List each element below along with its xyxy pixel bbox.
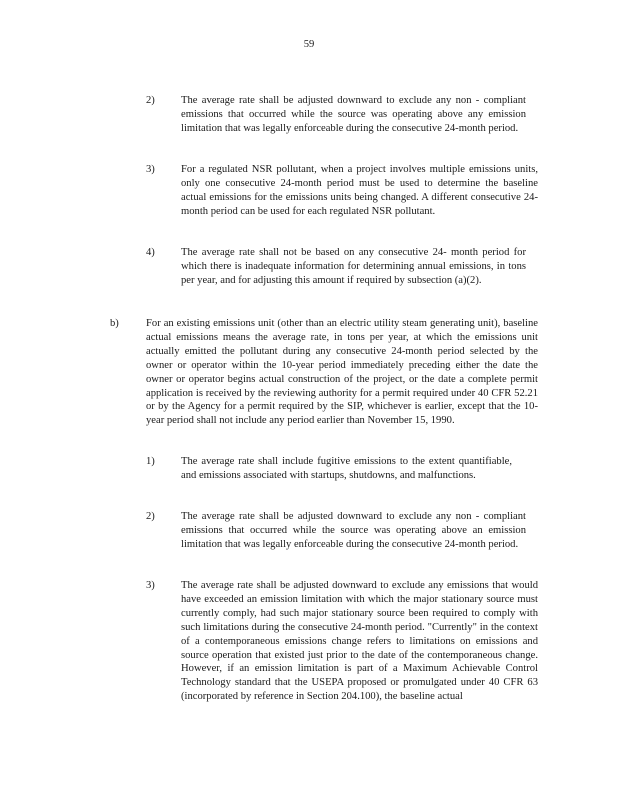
list-marker: 1) xyxy=(146,456,155,467)
list-marker: b) xyxy=(110,318,119,329)
list-marker: 4) xyxy=(146,247,155,258)
paragraph-text: The average rate shall not be based on any consecutive 24- month period for which there is inadequate information for determining annual emissions, in tons per year, and for adjusting this amount if required by subsection (a)(2). xyxy=(181,247,526,286)
page-number: 59 xyxy=(303,39,315,50)
paragraph-text: The average rate shall be adjusted downward to exclude any emissions that would have exceeded an emission limitation with which the major stationary source must currently comply, had such major stationary source been required to comply with such limitations during the consecutive 24-month period. "Currently" in the context of a contemporaneous emissions change refers to limitations on emissions and source operation that existed just prior to the date of the contemporaneous change. However, if an emission limitation is part of a Maximum Achievable Control Technology standard that the USEPA proposed or promulgated under 40 CFR 63 (incorporated by reference in Section 204.100), the baseline actual xyxy=(181,580,538,703)
paragraph-text: The average rate shall be adjusted downward to exclude any non - compliant emissions that occurred while the source was operating above an emission limitation that was legally enforceable during the consecutive 24-month period. xyxy=(181,511,526,550)
paragraph-text: The average rate shall include fugitive emissions to the extent quantifiable, and emissions associated with startups, shutdowns, and malfunctions. xyxy=(181,456,512,481)
list-marker: 3) xyxy=(146,580,155,591)
list-marker: 2) xyxy=(146,511,155,522)
list-marker: 3) xyxy=(146,164,155,175)
list-marker: 2) xyxy=(146,95,155,106)
paragraph-text: For an existing emissions unit (other than an electric utility steam generating unit), baseline actual emissions means the average rate, in tons per year, at which the emissions unit actually emitted the pollutant during any consecutive 24-month period selected by the owner or operator within the 10-year period immediately preceding either the date the owner or operator begins actual construction of the project, or the date a complete permit application is received by the reviewing authority for a permit required under 40 CFR 52.21 or by the Agency for a permit required by the SIP, whichever is earlier, except that the 10- year period shall not include any period earlier than November 15, 1990. xyxy=(146,318,538,427)
paragraph-text: For a regulated NSR pollutant, when a project involves multiple emissions units, only one consecutive 24-month period must be used to determine the baseline actual emissions for the emissions units being changed. A different consecutive 24-month period can be used for each regulated NSR pollutant. xyxy=(181,164,538,217)
paragraph-text: The average rate shall be adjusted downward to exclude any non - compliant emissions that occurred while the source was operating above any emission limitation that was legally enforceable during the consecutive 24-month period. xyxy=(181,95,526,134)
